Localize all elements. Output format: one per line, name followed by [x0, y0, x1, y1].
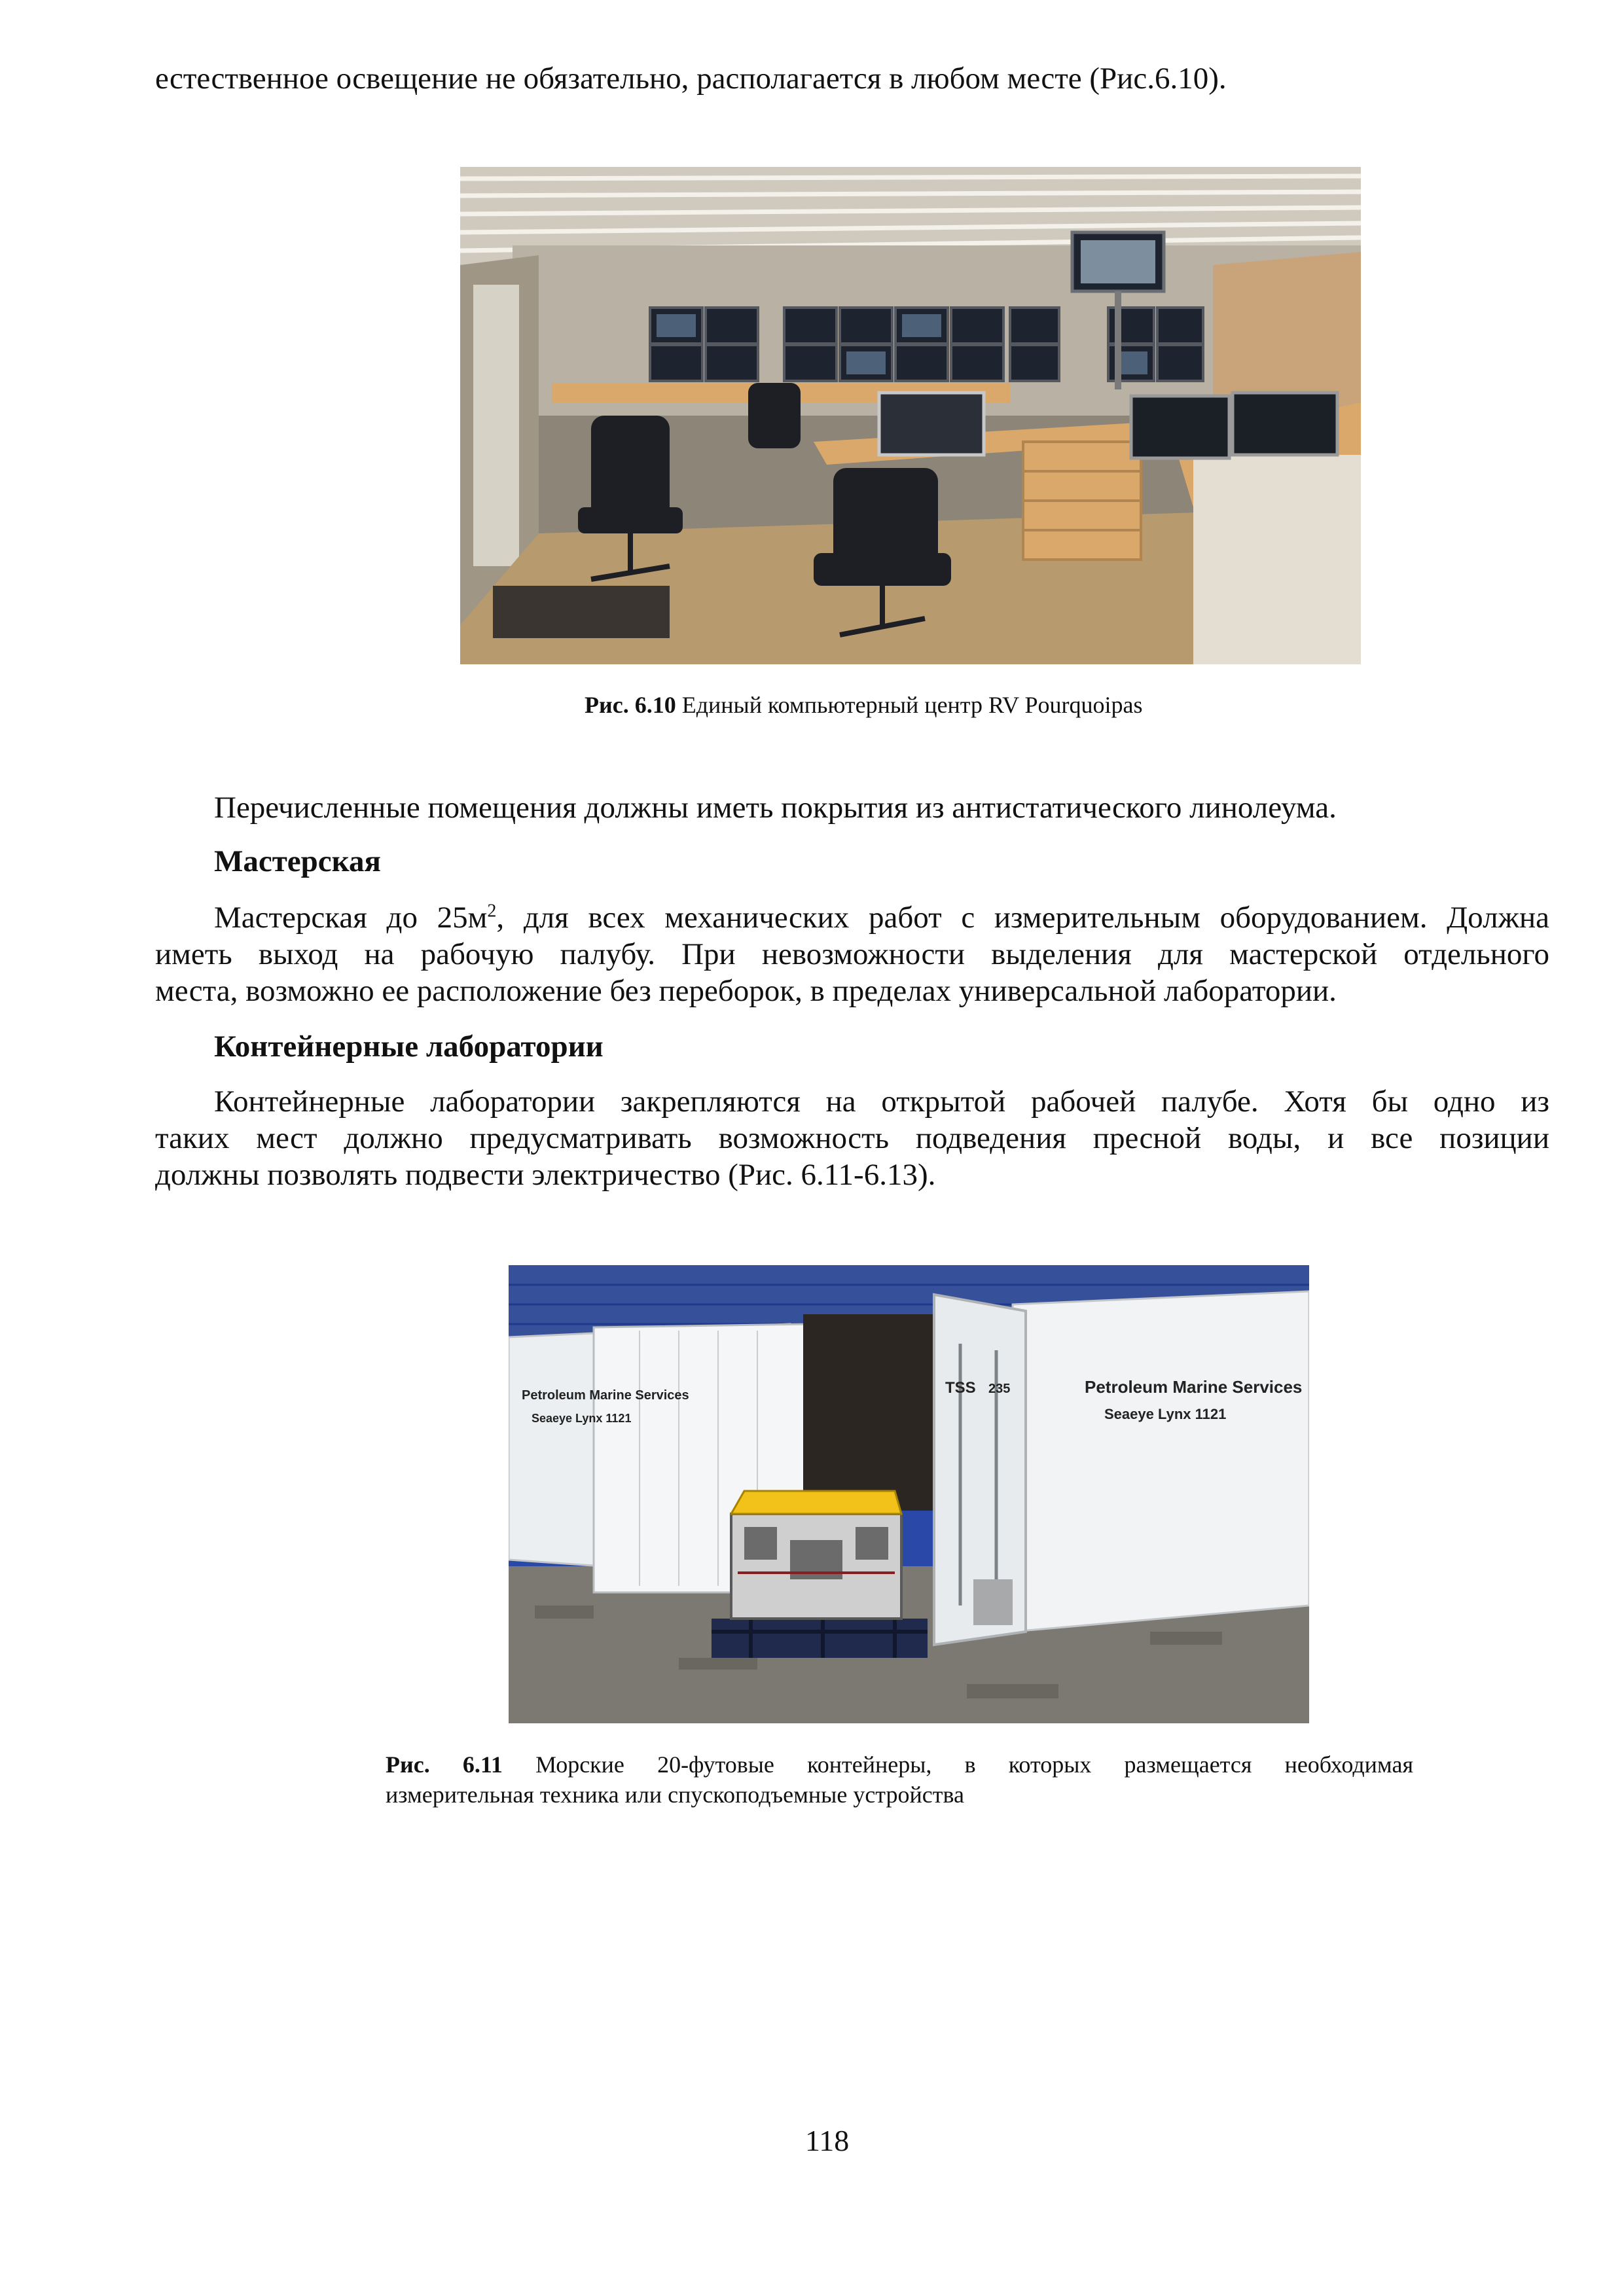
figure-6-11-label: Рис. 6.11 [386, 1751, 503, 1778]
right-container-sublabel: Seaeye Lynx 1121 [1104, 1406, 1227, 1422]
container-number: 235 [988, 1382, 1011, 1396]
workshop-line-1 [155, 899, 1549, 936]
paragraph-linoleum: Перечисленные помещения должны иметь покрытия из антистатического линолеума. [214, 791, 1337, 825]
containers-line-3: должны позволять подвести электричество (Рис. 6.11-6.13). [155, 1158, 936, 1192]
page-number: 118 [805, 2124, 850, 2157]
workshop-text-start: Мастерская до 25м [214, 901, 488, 935]
workshop-line-3: места, возможно ее расположение без переборок, в пределах универсальной лаборатории. [155, 974, 1337, 1008]
figure-6-10-caption [585, 690, 1305, 720]
left-container-sublabel: Seaeye Lynx 1121 [532, 1412, 632, 1425]
figure-6-11-photo [509, 1265, 1309, 1723]
figure-6-10-photo [460, 167, 1361, 664]
figure-6-11-caption-line-1 [386, 1749, 1413, 1780]
heading-container-labs: Контейнерные лаборатории [214, 1030, 604, 1064]
workshop-superscript: 2 [487, 901, 497, 922]
workshop-line-2: иметь выход на рабочую палубу. При невозможности выделения для мастерской отдельного [155, 937, 1549, 971]
figure-6-10-text: Единый компьютерный центр RV Pourquoipas [676, 692, 1143, 718]
containers-line-2: таких мест должно предусматривать возможность подведения пресной воды, и все позиции [155, 1121, 1549, 1155]
figure-6-11-text-1: Морские 20-футовые контейнеры, в которых размещается необходимая [502, 1751, 1413, 1778]
container-code: TSS [945, 1379, 976, 1397]
figure-6-10-label: Рис. 6.10 [585, 692, 676, 718]
heading-workshop: Мастерская [214, 844, 381, 878]
intro-line: естественное освещение не обязательно, располагается в любом месте (Рис.6.10). [155, 62, 1227, 96]
figure-6-11-caption-line-2: измерительная техника или спускоподъемные устройства [386, 1782, 964, 1808]
containers-line-1: Контейнерные лаборатории закрепляются на открытой рабочей палубе. Хотя бы одно из [214, 1085, 1549, 1119]
left-container-label: Petroleum Marine Services [522, 1388, 689, 1403]
right-container-label: Petroleum Marine Services [1085, 1377, 1303, 1397]
workshop-text-end: , для всех механических работ с измерительным оборудованием. Должна [496, 901, 1550, 935]
